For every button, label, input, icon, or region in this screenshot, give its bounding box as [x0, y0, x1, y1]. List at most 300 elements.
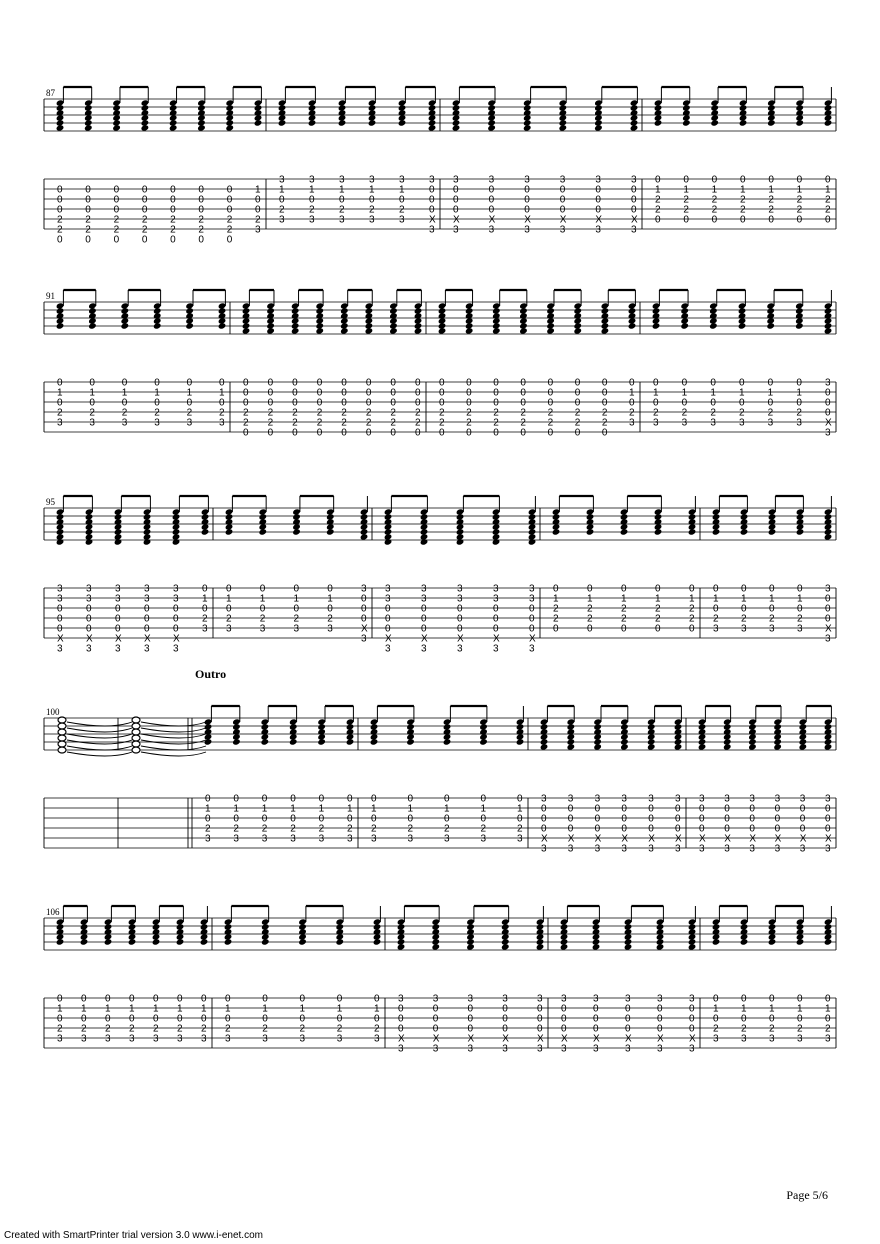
tab-fret: X — [724, 833, 731, 845]
notehead — [824, 743, 833, 750]
tab-fret: 3 — [689, 993, 695, 1005]
tab-fret: 0 — [621, 823, 627, 835]
notehead — [586, 528, 595, 535]
tab-fret: 0 — [173, 623, 179, 635]
tab-fret: 3 — [144, 583, 150, 595]
tab-fret: 2 — [309, 204, 315, 216]
tab-fret: 0 — [198, 204, 204, 216]
tab-fret: 0 — [547, 427, 554, 439]
tab-fret: 3 — [621, 793, 627, 805]
tab-fret: 0 — [292, 387, 298, 399]
tab-fret: 0 — [115, 603, 121, 615]
tab-fret: 3 — [259, 623, 266, 635]
tab-fret: X — [657, 1033, 664, 1045]
notehead — [406, 738, 415, 745]
tab-fret: 2 — [316, 417, 323, 429]
tab-fret: 2 — [683, 204, 689, 216]
tab-fret: 1 — [121, 387, 128, 399]
tab-fret: 2 — [318, 823, 325, 835]
tab-fret: 0 — [292, 427, 298, 439]
tab-fret: 1 — [290, 803, 296, 815]
tab-fret: 0 — [601, 397, 608, 409]
tab-fret: 3 — [825, 843, 831, 855]
tie — [141, 734, 206, 738]
tab-fret: 0 — [749, 823, 755, 835]
notehead — [389, 327, 398, 334]
tab-fret: 2 — [105, 1023, 111, 1035]
tab-fret: 2 — [290, 823, 296, 835]
tab-fret: 0 — [421, 613, 427, 625]
tab-fret: 0 — [226, 184, 233, 196]
notehead — [624, 943, 633, 950]
tab-fret: 0 — [233, 813, 239, 825]
tab-fret: 0 — [261, 793, 268, 805]
tab-fret: 0 — [369, 194, 375, 206]
tab-fret: X — [493, 633, 500, 645]
tab-fret: 2 — [365, 407, 372, 419]
tab-fret: X — [529, 633, 536, 645]
tab-fret: 0 — [365, 377, 372, 389]
notehead — [712, 528, 721, 535]
tab-fret: 0 — [621, 623, 627, 635]
notehead — [767, 119, 776, 126]
tab-fret: 0 — [327, 583, 333, 595]
tab-fret: 2 — [226, 214, 233, 226]
tab-fret: 3 — [121, 417, 128, 429]
tab-fret: 3 — [153, 1033, 159, 1045]
tab-fret: 0 — [587, 583, 593, 595]
notehead — [628, 322, 637, 329]
tab-fret: 3 — [493, 583, 499, 595]
tab-fret: 0 — [439, 377, 445, 389]
tab-fret: 1 — [201, 1003, 207, 1015]
tab-fret: 0 — [57, 397, 63, 409]
tab-fret: 2 — [713, 613, 719, 625]
tab-fret: 3 — [57, 1033, 63, 1045]
tab-fret: 3 — [657, 993, 663, 1005]
tab-fret: 0 — [327, 603, 333, 615]
tab-fret: 0 — [559, 204, 566, 216]
notehead — [452, 124, 461, 131]
tab-fret: 3 — [724, 793, 730, 805]
whole-note — [58, 729, 66, 735]
tab-fret: 0 — [262, 1013, 268, 1025]
tab-fret: 1 — [740, 184, 746, 196]
tab-fret: 1 — [369, 184, 375, 196]
tab-fret: 2 — [113, 214, 120, 226]
whole-note — [58, 735, 66, 741]
notehead — [121, 322, 130, 329]
notehead — [428, 124, 437, 131]
tab-fret: 0 — [699, 803, 705, 815]
tab-fret: 0 — [361, 593, 367, 605]
tab-fret: 0 — [81, 993, 87, 1005]
tab-fret: 2 — [797, 613, 803, 625]
tab-fret: 0 — [390, 377, 396, 389]
notehead — [225, 124, 234, 131]
tab-fret: 0 — [336, 993, 343, 1005]
tab-fret: 0 — [336, 1013, 343, 1025]
notehead — [317, 738, 326, 745]
notehead — [200, 938, 209, 945]
tab-fret: 0 — [825, 407, 831, 419]
whole-note — [132, 729, 140, 735]
tab-fret: 2 — [574, 417, 581, 429]
tab-fret: 3 — [385, 583, 391, 595]
tab-fret: 2 — [796, 407, 802, 419]
tab-fret: 2 — [202, 613, 208, 625]
tab-fret: 0 — [520, 377, 526, 389]
tab-fret: 0 — [219, 397, 225, 409]
section-label: Outro — [195, 667, 227, 681]
tab-fret: 0 — [740, 214, 746, 226]
tab-fret: 3 — [261, 833, 268, 845]
notehead — [654, 528, 663, 535]
tab-fret: 0 — [415, 427, 421, 439]
tab-fret: 3 — [825, 633, 831, 645]
tab-fret: 2 — [710, 407, 716, 419]
tab-fret: 0 — [339, 194, 345, 206]
tab-fret: 2 — [279, 204, 285, 216]
tab-fret: 3 — [225, 1033, 231, 1045]
tab-fret: 0 — [57, 603, 63, 615]
tab-fret: 0 — [796, 397, 802, 409]
tab-fret: 0 — [488, 184, 495, 196]
tab-fret: 0 — [365, 397, 372, 409]
tab-fret: 0 — [141, 204, 148, 216]
tab-fret: 0 — [520, 397, 526, 409]
tab-fret: 0 — [466, 387, 472, 399]
tab-fret: 0 — [226, 204, 233, 216]
notehead — [326, 528, 335, 535]
tab-fret: 0 — [689, 1023, 695, 1035]
tab-fret: 3 — [233, 833, 239, 845]
tab-fret: 1 — [205, 803, 211, 815]
tab-fret: 0 — [144, 603, 150, 615]
tab-fret: 0 — [541, 803, 547, 815]
notehead — [516, 738, 525, 745]
tab-fret: 1 — [553, 593, 559, 605]
tab-fret: 0 — [89, 397, 95, 409]
tab-fret: 0 — [655, 174, 661, 186]
notehead — [824, 119, 833, 126]
tab-fret: 2 — [57, 1023, 63, 1035]
tab-fret: 3 — [429, 224, 435, 236]
tab-fret: 0 — [57, 1013, 63, 1025]
tab-fret: 1 — [797, 593, 803, 605]
tab-fret: 2 — [574, 407, 581, 419]
tab-fret: 3 — [529, 583, 535, 595]
tab-fret: 1 — [769, 593, 775, 605]
tab-fret: 3 — [493, 643, 499, 655]
tab-fret: 3 — [657, 1043, 663, 1055]
notehead — [709, 322, 718, 329]
tab-fret: 2 — [741, 613, 747, 625]
tab-fret: 2 — [517, 823, 523, 835]
notehead — [680, 322, 689, 329]
tab-fret: 0 — [524, 184, 530, 196]
tab-fret: 0 — [293, 603, 300, 615]
tab-fret: 0 — [741, 583, 747, 595]
notehead — [278, 119, 287, 126]
tab-fret: 2 — [390, 417, 396, 429]
tab-fret: 0 — [259, 583, 266, 595]
tab-fret: 0 — [81, 1013, 87, 1025]
tab-fret: 3 — [86, 643, 92, 655]
tab-fret: 3 — [593, 1043, 599, 1055]
tab-fret: 2 — [713, 1023, 719, 1035]
tab-fret: 0 — [115, 623, 121, 635]
tab-fret: 1 — [339, 184, 345, 196]
tab-fret: 0 — [173, 613, 179, 625]
notehead — [654, 119, 663, 126]
tab-fret: 3 — [681, 417, 688, 429]
notehead — [141, 124, 150, 131]
tab-fret: 2 — [219, 407, 225, 419]
tab-fret: 0 — [141, 184, 148, 196]
tab-fret: 0 — [113, 204, 120, 216]
tab-fret: 2 — [153, 1023, 159, 1035]
tab-fret: 0 — [574, 387, 581, 399]
tab-fret: X — [799, 833, 807, 845]
tab-fret: 3 — [201, 1033, 207, 1045]
tab-fret: 3 — [385, 643, 391, 655]
tab-fret: 0 — [233, 793, 239, 805]
tab-fret: 0 — [243, 387, 249, 399]
tab-fret: 1 — [186, 387, 193, 399]
tab-fret: 1 — [261, 803, 268, 815]
tab-fret: 0 — [154, 377, 160, 389]
notehead — [540, 743, 549, 750]
whole-note — [58, 741, 66, 747]
tab-fret: 2 — [198, 214, 204, 226]
tie — [67, 752, 132, 756]
notehead — [172, 538, 181, 545]
whole-note — [58, 747, 66, 753]
tab-fret: 2 — [655, 603, 661, 615]
tab-fret: 0 — [825, 993, 831, 1005]
notehead — [373, 938, 382, 945]
tab-fret: 2 — [390, 407, 396, 419]
tab-fret: 0 — [524, 204, 530, 216]
tab-fret: 3 — [339, 214, 345, 226]
tab-fret: 2 — [225, 1023, 231, 1035]
tab-fret: 3 — [799, 793, 806, 805]
system — [44, 87, 836, 246]
tab-fret: 0 — [595, 204, 601, 216]
tab-fret: 2 — [226, 224, 233, 236]
tab-fret: 0 — [86, 623, 92, 635]
tab-fret: 3 — [279, 214, 285, 226]
tab-fret: 0 — [292, 377, 298, 389]
tab-fret: 1 — [796, 184, 803, 196]
tab-fret: 2 — [655, 194, 661, 206]
tab-fret: 1 — [177, 1003, 183, 1015]
notehead — [456, 538, 465, 545]
notehead — [258, 528, 267, 535]
tab-fret: 3 — [541, 793, 547, 805]
tab-fret: 0 — [493, 603, 499, 615]
tab-fret: 3 — [299, 1033, 306, 1045]
tab-fret: 0 — [225, 1013, 231, 1025]
notehead — [338, 119, 347, 126]
tab-fret: 3 — [369, 174, 375, 186]
tab-fret: 0 — [493, 377, 499, 389]
notehead — [592, 943, 601, 950]
tab-fret: 2 — [407, 823, 414, 835]
tab-fret: 1 — [769, 1003, 775, 1015]
notehead — [370, 738, 379, 745]
tab-fret: 0 — [593, 1023, 599, 1035]
tab-fret: 2 — [741, 1023, 747, 1035]
notehead — [768, 528, 777, 535]
tab-fret: X — [453, 214, 460, 226]
tab-fret: 2 — [339, 204, 345, 216]
tab-fret: 1 — [655, 184, 661, 196]
tab-fret: 0 — [724, 803, 730, 815]
tab-fret: 3 — [502, 993, 508, 1005]
tab-fret: 0 — [243, 377, 249, 389]
notehead — [560, 943, 569, 950]
tab-fret: 0 — [625, 1003, 631, 1015]
tab-fret: X — [524, 214, 531, 226]
tab-fret: 3 — [86, 583, 92, 595]
tab-fret: 2 — [480, 823, 487, 835]
tab-fret: 3 — [774, 843, 781, 855]
tie — [141, 722, 206, 726]
tab-fret: 0 — [520, 427, 526, 439]
tab-fret: X — [675, 833, 682, 845]
tab-fret: 3 — [625, 993, 631, 1005]
tab-fret: 3 — [374, 1033, 380, 1045]
notehead — [652, 322, 661, 329]
notehead — [465, 327, 474, 334]
tab-fret: 0 — [621, 813, 627, 825]
notehead — [292, 528, 301, 535]
tab-fret: 3 — [796, 417, 802, 429]
notehead — [536, 943, 545, 950]
tab-fret: X — [398, 1033, 405, 1045]
tab-fret: 0 — [699, 813, 705, 825]
tab-fret: 2 — [293, 613, 300, 625]
tab-fret: 0 — [466, 377, 472, 389]
tab-fret: 2 — [768, 194, 774, 206]
tab-fret: 3 — [488, 224, 495, 236]
tab-fret: 0 — [567, 813, 574, 825]
tab-fret: 0 — [594, 813, 601, 825]
tab-fret: 2 — [655, 204, 661, 216]
tab-fret: 0 — [467, 1003, 474, 1015]
tab-fret: 3 — [713, 1033, 719, 1045]
tab-fret: 2 — [415, 407, 421, 419]
tab-fret: 0 — [177, 1013, 183, 1025]
tab-fret: 1 — [371, 803, 377, 815]
tab-fret: 3 — [825, 793, 831, 805]
tab-fret: 3 — [453, 174, 459, 186]
tab-fret: 1 — [825, 184, 831, 196]
tab-fret: 3 — [86, 593, 92, 605]
tab-fret: 1 — [318, 803, 325, 815]
tab-fret: 0 — [347, 793, 353, 805]
notehead — [414, 327, 423, 334]
tab-fret: 2 — [466, 417, 472, 429]
notehead — [201, 528, 210, 535]
notehead — [56, 938, 65, 945]
tab-fret: 0 — [316, 397, 323, 409]
tab-fret: 0 — [57, 194, 63, 206]
tab-fret: 0 — [739, 397, 745, 409]
tab-fret: 3 — [89, 417, 95, 429]
tab-fret: 0 — [299, 993, 306, 1005]
tab-fret: 0 — [648, 813, 654, 825]
notehead — [523, 124, 532, 131]
tab-fret: 0 — [170, 184, 176, 196]
tab-fret: 0 — [415, 377, 421, 389]
tab-fret: 2 — [226, 613, 232, 625]
tab-fret: 2 — [553, 613, 559, 625]
tab-fret: 2 — [825, 1023, 831, 1035]
tab-fret: 2 — [243, 407, 249, 419]
tab-fret: 1 — [262, 1003, 268, 1015]
notehead — [559, 124, 568, 131]
tab-fret: X — [689, 1033, 696, 1045]
tab-fret: 0 — [374, 1013, 380, 1025]
tab-fret: 3 — [429, 174, 435, 186]
tab-fret: 0 — [309, 194, 315, 206]
notehead — [56, 322, 65, 329]
tab-fret: 0 — [121, 397, 128, 409]
tab-fret: 0 — [316, 427, 323, 439]
notehead — [85, 538, 94, 545]
tab-fret: 0 — [631, 204, 637, 216]
tab-fret: 2 — [439, 417, 445, 429]
tab-fret: 2 — [201, 1023, 207, 1035]
tab-fret: 2 — [621, 603, 627, 615]
tab-fret: 0 — [561, 1023, 567, 1035]
tab-fret: 2 — [493, 417, 499, 429]
tab-fret: 2 — [154, 407, 160, 419]
notehead — [88, 322, 97, 329]
tab-fret: 3 — [621, 843, 627, 855]
tab-fret: 3 — [594, 843, 601, 855]
tab-fret: 1 — [309, 184, 315, 196]
notehead — [289, 738, 298, 745]
tab-fret: 0 — [259, 603, 266, 615]
tab-fret: X — [421, 633, 428, 645]
tab-fret: 2 — [141, 214, 148, 226]
tab-fret: 3 — [173, 583, 179, 595]
tab-fret: 0 — [390, 427, 396, 439]
tab-fret: 2 — [85, 224, 91, 236]
tab-fret: 0 — [361, 603, 367, 615]
tab-fret: 3 — [421, 583, 427, 595]
tab-fret: 3 — [399, 214, 405, 226]
tab-fret: 0 — [374, 993, 380, 1005]
tab-fret: 3 — [399, 174, 405, 186]
tab-fret: 0 — [198, 184, 204, 196]
notehead — [487, 124, 496, 131]
notehead — [723, 743, 732, 750]
tab-fret: 0 — [225, 993, 231, 1005]
tab-fret: 0 — [290, 813, 296, 825]
tab-fret: 1 — [710, 387, 716, 399]
tab-fret: 3 — [457, 643, 463, 655]
tab-fret: 0 — [689, 623, 695, 635]
tab-fret: 0 — [681, 397, 688, 409]
tab-fret: 3 — [559, 224, 566, 236]
tab-fret: 3 — [648, 843, 654, 855]
tab-fret: 0 — [205, 813, 211, 825]
